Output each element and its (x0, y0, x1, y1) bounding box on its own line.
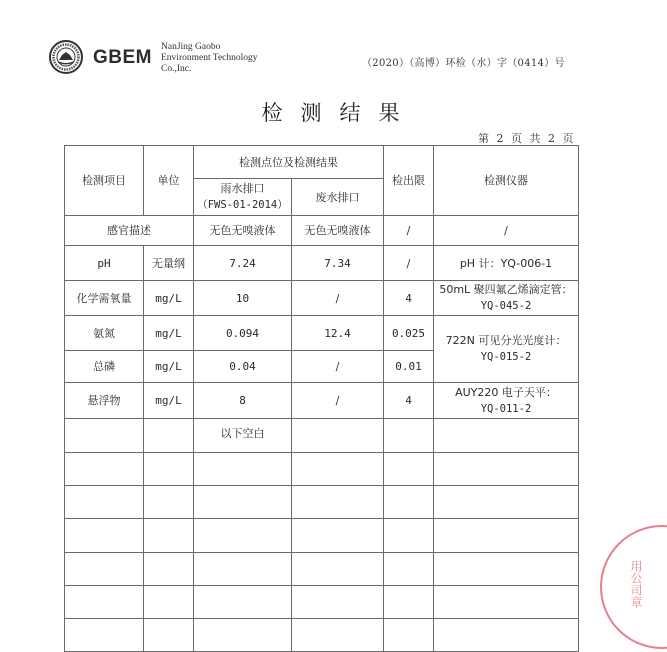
blank-cell (144, 619, 194, 652)
empty-row (65, 453, 579, 486)
row-item: 悬浮物 (65, 383, 144, 419)
header-row-1 (65, 146, 579, 179)
blank-cell (194, 486, 292, 519)
row-point2: / (292, 351, 384, 383)
instrument-line-2: YQ-015-2 (480, 351, 532, 363)
row-point2: 12.4 (292, 316, 384, 351)
row-point1: 8 (194, 383, 292, 419)
document-number: （2020）（高博）环检（水）字（0414）号 (362, 58, 565, 69)
header-point1-name: 雨水排口 (220, 182, 265, 195)
blank-cell (194, 519, 292, 553)
empty-row (65, 619, 579, 652)
instrument-line-2: YQ-045-2 (480, 300, 532, 312)
blank-cell (144, 419, 194, 453)
table-row (65, 281, 579, 316)
blank-cell (194, 453, 292, 486)
row-limit: / (384, 246, 434, 281)
blank-cell (144, 586, 194, 619)
row-limit: 0.01 (384, 351, 434, 383)
blank-cell (384, 519, 434, 553)
blank-cell (292, 586, 384, 619)
empty-row (65, 519, 579, 553)
header-instrument: 检测仪器 (434, 146, 579, 216)
blank-cell (384, 619, 434, 652)
row-instrument (434, 281, 579, 316)
header-limit: 检出限 (384, 146, 434, 216)
row-limit: 4 (384, 281, 434, 316)
blank-cell (434, 619, 579, 652)
empty-row (65, 553, 579, 586)
header-item: 检测项目 (65, 146, 144, 216)
empty-row (65, 586, 579, 619)
header-point1 (194, 179, 292, 216)
blank-note-row (65, 419, 579, 453)
row-instrument: pH 计：YQ-006-1 (434, 246, 579, 281)
company-line-3: Co.,Inc. (161, 64, 192, 74)
blank-cell (144, 486, 194, 519)
blank-cell (194, 553, 292, 586)
blank-cell (434, 519, 579, 553)
page-info: 第 2 页 共 2 页 (478, 132, 576, 145)
blank-cell (384, 453, 434, 486)
page-title: 检测结果 (261, 101, 418, 125)
company-name (161, 42, 258, 75)
instrument-line-2: YQ-011-2 (480, 402, 532, 415)
blank-cell (144, 553, 194, 586)
blank-cell (65, 519, 144, 553)
blank-cell (434, 553, 579, 586)
row-unit: 无量纲 (144, 246, 194, 281)
blank-cell (194, 586, 292, 619)
gbem-logo-icon (49, 40, 83, 74)
sensory-point2: 无色无嗅液体 (292, 216, 384, 246)
results-table (64, 145, 579, 652)
company-line-2: Environment Technology (161, 53, 258, 63)
blank-cell (434, 586, 579, 619)
row-item: 化学需氧量 (65, 281, 144, 316)
row-point1: 0.094 (194, 316, 292, 351)
blank-cell (384, 419, 434, 453)
blank-cell (65, 553, 144, 586)
blank-cell (292, 486, 384, 519)
header-unit: 单位 (144, 146, 194, 216)
header-point1-code: （FWS-01-2014） (197, 199, 288, 211)
row-item: 总磷 (65, 351, 144, 383)
blank-cell (292, 419, 384, 453)
blank-cell (384, 486, 434, 519)
row-instrument (434, 383, 579, 419)
row-limit: 4 (384, 383, 434, 419)
row-unit: mg/L (144, 316, 194, 351)
row-limit: 0.025 (384, 316, 434, 351)
instrument-line-1: 50mL 聚四氟乙烯滴定管： (439, 283, 573, 296)
blank-cell (65, 619, 144, 652)
blank-cell (65, 453, 144, 486)
row-unit: mg/L (144, 281, 194, 316)
table-row (65, 383, 579, 419)
row-point1: 7.24 (194, 246, 292, 281)
blank-cell (144, 519, 194, 553)
company-line-1: NanJing Gaobo (161, 42, 221, 52)
sensory-label: 感官描述 (65, 216, 194, 246)
sensory-point1: 无色无嗅液体 (194, 216, 292, 246)
blank-cell (384, 553, 434, 586)
blank-cell (65, 419, 144, 453)
sensory-instrument: / (434, 216, 579, 246)
blank-cell (65, 586, 144, 619)
seal-text: 用公司章 (629, 560, 643, 608)
blank-cell (65, 486, 144, 519)
header-point2: 废水排口 (292, 179, 384, 216)
blank-cell (434, 419, 579, 453)
row-point2: / (292, 383, 384, 419)
blank-cell (292, 519, 384, 553)
blank-cell (434, 486, 579, 519)
blank-cell (292, 453, 384, 486)
empty-row (65, 486, 579, 519)
header-points-group: 检测点位及检测结果 (194, 146, 384, 179)
table-row (65, 246, 579, 281)
instrument-line-1: AUY220 电子天平： (455, 385, 557, 399)
blank-cell (292, 553, 384, 586)
row-point2: 7.34 (292, 246, 384, 281)
blank-cell (144, 453, 194, 486)
row-point2: / (292, 281, 384, 316)
sensory-row (65, 216, 579, 246)
row-unit: mg/L (144, 383, 194, 419)
row-unit: mg/L (144, 351, 194, 383)
row-point1: 10 (194, 281, 292, 316)
sensory-limit: / (384, 216, 434, 246)
row-item: 氨氮 (65, 316, 144, 351)
blank-cell (384, 586, 434, 619)
instrument-line-1: 722N 可见分光光度计： (445, 334, 567, 347)
row-item: pH (65, 246, 144, 281)
blank-cell (434, 453, 579, 486)
blank-note: 以下空白 (194, 419, 292, 453)
table-row (65, 316, 579, 351)
brand-name: GBEM (93, 47, 152, 68)
row-instrument (434, 316, 579, 383)
blank-cell (292, 619, 384, 652)
blank-cell (194, 619, 292, 652)
row-point1: 0.04 (194, 351, 292, 383)
